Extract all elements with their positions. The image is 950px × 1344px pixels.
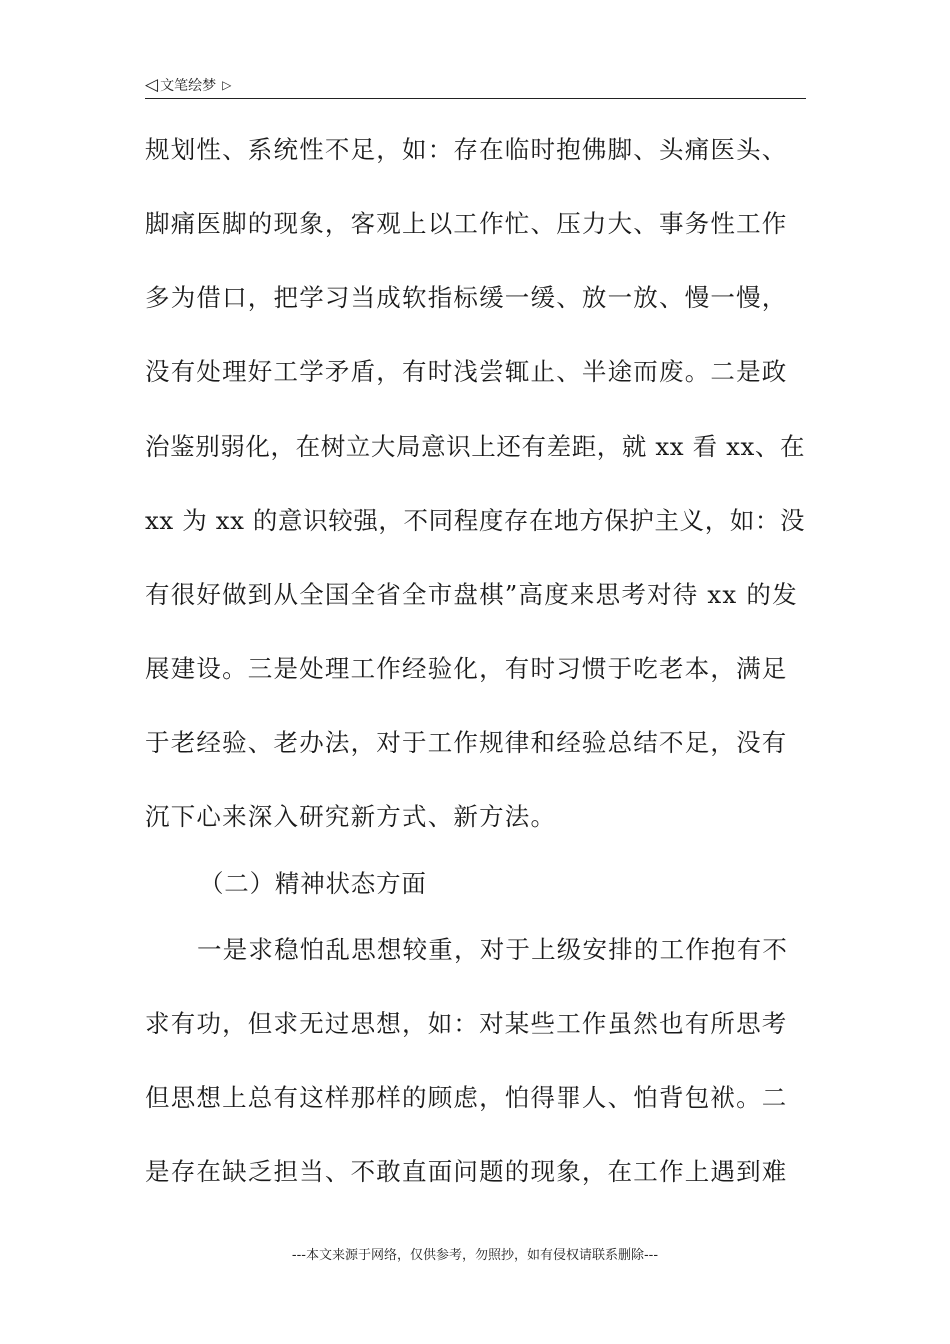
- body-line: xx 为 xx 的意识较强，不同程度存在地方保护主义，如：没: [145, 506, 806, 535]
- body-line: 展建设。三是处理工作经验化，有时习惯于吃老本，满足: [145, 654, 788, 683]
- body-line: 一是求稳怕乱思想较重，对于上级安排的工作抱有不: [197, 935, 789, 964]
- body-line: 是存在缺乏担当、不敢直面问题的现象，在工作上遇到难: [145, 1157, 788, 1186]
- body-line: 多为借口，把学习当成软指标缓一缓、放一放、慢一慢，: [145, 283, 788, 312]
- left-triangle-icon: ◁: [145, 74, 159, 95]
- body-line: 有很好做到从全国全省全市盘棋”高度来思考对待 xx 的发: [145, 580, 798, 609]
- body-line: 于老经验、老办法，对于工作规律和经验总结不足，没有: [145, 728, 788, 757]
- body-line: 但思想上总有这样那样的顾虑，怕得罪人、怕背包袱。二: [145, 1083, 788, 1112]
- body-line: 规划性、系统性不足，如：存在临时抱佛脚、头痛医头、: [145, 135, 788, 164]
- body-line: 求有功，但求无过思想，如：对某些工作虽然也有所思考: [145, 1009, 788, 1038]
- page-footer: ---本文来源于网络，仅供参考，勿照抄，如有侵权请联系删除---: [291, 1248, 659, 1263]
- body-line: 沉下心来深入研究新方式、新方法。: [145, 802, 557, 831]
- page-header: [145, 72, 806, 99]
- section-heading: （二）精神状态方面: [199, 869, 427, 898]
- body-line: 脚痛医脚的现象，客观上以工作忙、压力大、事务性工作: [145, 209, 788, 238]
- header-title: 文笔绘梦: [160, 78, 217, 94]
- body-line: 没有处理好工学矛盾，有时浅尝辄止、半途而废。二是政: [145, 357, 788, 386]
- right-triangle-icon: ▷: [222, 78, 232, 92]
- body-line: 治鉴别弱化，在树立大局意识上还有差距，就 xx 看 xx、在: [145, 432, 806, 461]
